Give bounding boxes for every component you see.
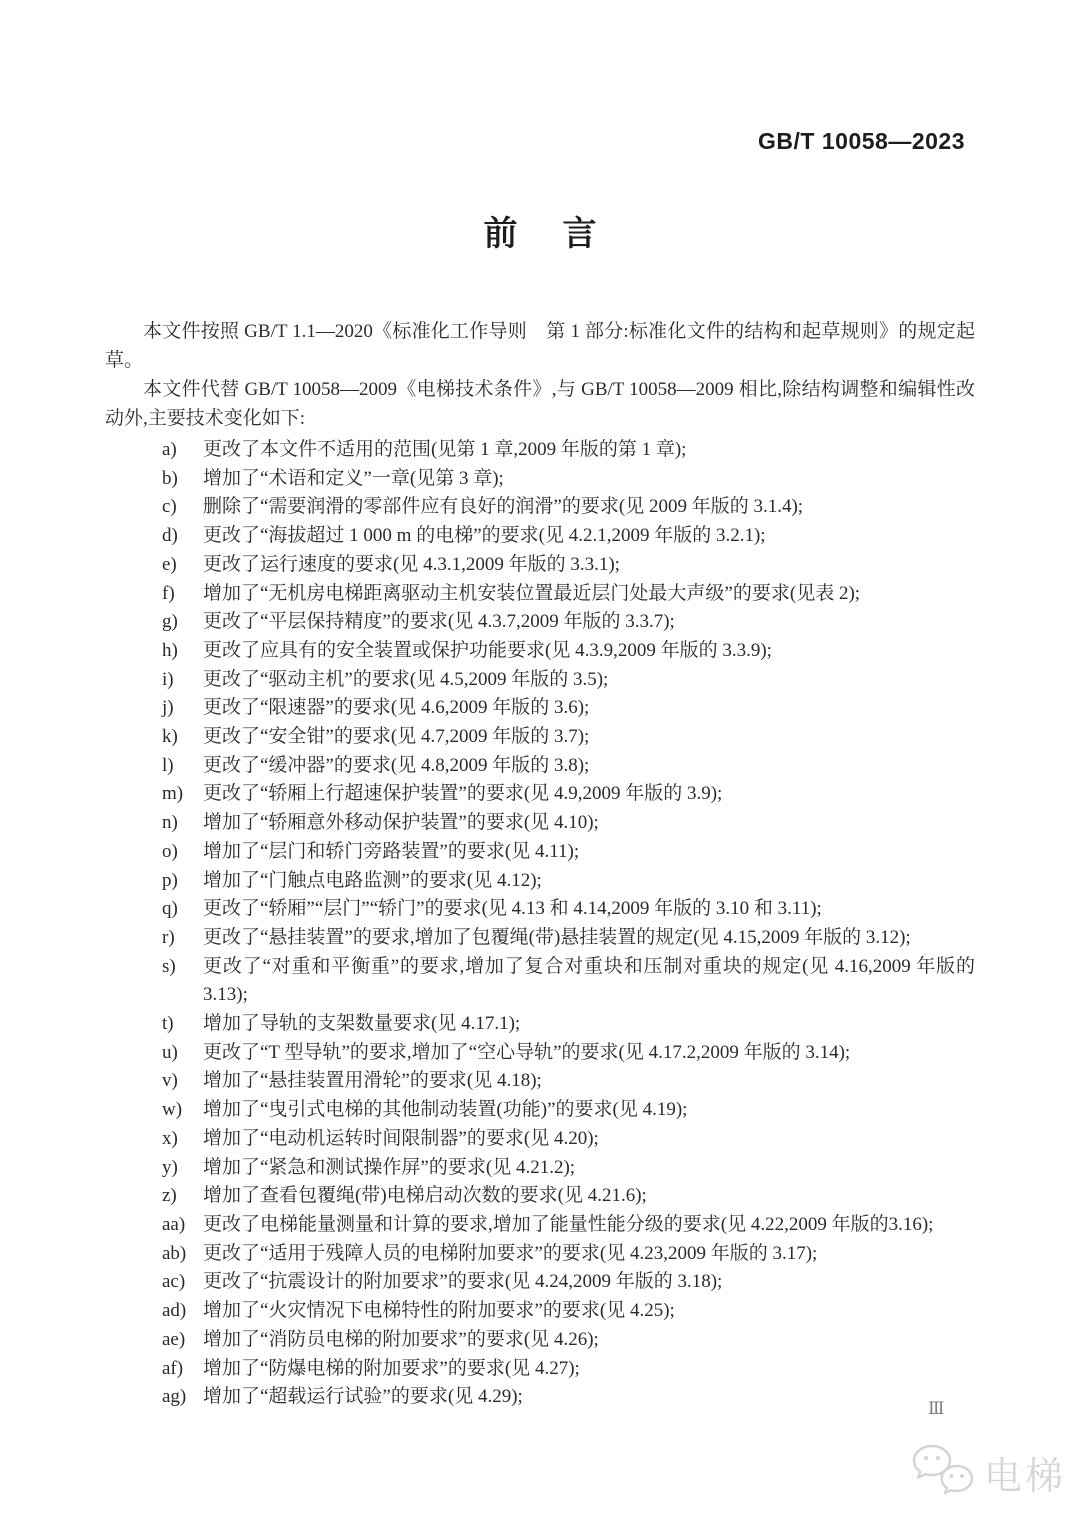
change-item-text: 增加了“消防员电梯的附加要求”的要求(见 4.26); [203,1328,599,1350]
change-item-text: 更改了“海拔超过 1 000 m 的电梯”的要求(见 4.2.1,2009 年版的 3.2.1); [203,525,766,547]
change-item-f [105,580,975,609]
intro-paragraph-1: 本文件按照 GB/T 1.1—2020《标准化工作导则 第 1 部分:标准化文件的结构和起草规则》的规定起草。 [105,321,975,371]
change-item-text: 更改了应具有的安全装置或保护功能要求(见 4.3.9,2009 年版的 3.3.9); [203,639,772,661]
change-item-text: 删除了“需要润滑的零部件应有良好的润滑”的要求(见 2009 年版的 3.1.4); [203,496,804,518]
change-item-label: x) [162,1127,178,1149]
change-item-d [105,522,975,551]
change-item-text: 更改了“限速器”的要求(见 4.6,2009 年版的 3.6); [203,697,590,719]
change-item-aa [105,1211,975,1240]
change-item-q [105,895,975,924]
change-item-text: 更改了“抗震设计的附加要求”的要求(见 4.24,2009 年版的 3.18); [203,1271,723,1293]
change-item-text: 增加了“防爆电梯的附加要求”的要求(见 4.27); [203,1357,580,1379]
change-item-label: h) [162,639,178,661]
change-item-text: 更改了“对重和平衡重”的要求,增加了复合对重块和压制对重块的规定(见 4.16,2009 年版的 3.13); [203,955,975,1006]
change-item-ae [105,1326,975,1355]
change-item-label: ae) [162,1328,186,1350]
change-item-label: aa) [162,1213,186,1235]
change-item-label: ad) [162,1300,187,1322]
change-item-af [105,1355,975,1384]
change-item-text: 增加了“轿厢意外移动保护装置”的要求(见 4.10); [203,812,599,834]
change-item-x [105,1125,975,1154]
change-item-r [105,924,975,953]
change-item-s [105,953,975,1010]
change-item-text: 更改了“平层保持精度”的要求(见 4.3.7,2009 年版的 3.3.7); [203,611,675,633]
change-item-text: 增加了“紧急和测试操作屏”的要求(见 4.21.2); [203,1156,576,1178]
change-item-b [105,465,975,494]
change-item-label: e) [162,553,177,575]
foreword-content [105,317,975,1412]
change-item-label: ab) [162,1242,187,1264]
change-item-text: 增加了查看包覆绳(带)电梯启动次数的要求(见 4.21.6); [203,1185,647,1207]
change-item-p [105,867,975,896]
change-item-j [105,694,975,723]
watermark-label: 电梯 [983,1456,1066,1498]
page-title [0,206,1080,255]
change-item-c [105,493,975,522]
change-item-text: 更改了“缓冲器”的要求(见 4.8,2009 年版的 3.8); [203,754,590,776]
change-item-text: 更改了“适用于残障人员的电梯附加要求”的要求(见 4.23,2009 年版的 3.17); [203,1242,818,1264]
change-item-ab [105,1240,975,1269]
change-item-label: m) [162,783,184,805]
change-item-label: c) [162,496,177,518]
change-item-i [105,666,975,695]
change-item-o [105,838,975,867]
change-item-label: n) [162,812,178,834]
change-item-h [105,637,975,666]
change-item-label: l) [162,754,174,776]
change-item-text: 增加了“超载运行试验”的要求(见 4.29); [203,1386,523,1408]
change-item-label: f) [162,582,175,604]
change-item-text: 更改了“T 型导轨”的要求,增加了“空心导轨”的要求(见 4.17.2,2009 年版的 3.14); [203,1041,851,1063]
change-item-label: o) [162,840,178,862]
change-item-text: 增加了导轨的支架数量要求(见 4.17.1); [203,1013,521,1035]
change-item-label: ag) [162,1386,187,1408]
change-item-text: 增加了“火灾情况下电梯特性的附加要求”的要求(见 4.25); [203,1300,675,1322]
change-item-text: 更改了“轿厢上行超速保护装置”的要求(见 4.9,2009 年版的 3.9); [203,783,723,805]
change-item-label: v) [162,1070,178,1092]
change-item-label: r) [162,926,175,948]
change-item-ac [105,1268,975,1297]
change-item-text: 增加了“术语和定义”一章(见第 3 章); [203,467,504,489]
change-item-label: a) [162,439,177,460]
change-item-v [105,1067,975,1096]
title-char-qian: 前 [483,215,518,253]
change-item-label: u) [162,1041,178,1063]
change-item-w [105,1096,975,1125]
change-item-label: j) [162,697,174,719]
change-item-text: 更改了电梯能量测量和计算的要求,增加了能量性能分级的要求(见 4.22,2009 年版的3.16); [203,1213,934,1235]
change-item-label: z) [162,1185,177,1207]
change-item-text: 增加了“层门和轿门旁路装置”的要求(见 4.11); [203,840,580,862]
change-item-label: s) [162,955,176,977]
change-item-text: 增加了“无机房电梯距离驱动主机安装位置最近层门处最大声级”的要求(见表 2); [203,582,861,604]
change-item-text: 增加了“曳引式电梯的其他制动装置(功能)”的要求(见 4.19); [203,1099,688,1121]
change-item-text: 更改了运行速度的要求(见 4.3.1,2009 年版的 3.3.1); [203,553,620,575]
change-item-label: t) [162,1013,174,1035]
change-item-label: y) [162,1156,178,1178]
change-item-label: p) [162,869,178,891]
page-number: Ⅲ [928,1399,945,1418]
watermark [910,1442,1066,1503]
change-item-y [105,1154,975,1183]
change-item-m [105,780,975,809]
change-item-label: q) [162,898,178,920]
change-item-ad [105,1297,975,1326]
change-item-a [105,436,975,465]
title-char-yan: 言 [562,215,597,253]
change-item-z [105,1182,975,1211]
change-item-label: k) [162,726,178,748]
change-item-label: i) [162,668,174,690]
change-item-ag [105,1383,975,1412]
change-item-text: 增加了“悬挂装置用滑轮”的要求(见 4.18); [203,1070,542,1092]
change-item-text: 增加了“门触点电路监测”的要求(见 4.12); [203,869,542,891]
change-item-label: af) [162,1357,184,1379]
wechat-chat-bubbles-icon [910,1442,976,1503]
change-item-t [105,1010,975,1039]
change-item-text: 增加了“电动机运转时间限制器”的要求(见 4.20); [203,1127,599,1149]
change-item-k [105,723,975,752]
standard-number: GB/T 10058—2023 [758,128,965,154]
change-item-e [105,551,975,580]
change-item-label: g) [162,611,178,633]
change-item-l [105,752,975,781]
changes-list [105,436,975,1412]
change-item-label: w) [162,1099,183,1121]
change-item-text: 更改了本文件不适用的范围(见第 1 章,2009 年版的第 1 章); [203,439,687,460]
change-item-label: d) [162,525,178,547]
intro-paragraph-2: 本文件代替 GB/T 10058—2009《电梯技术条件》,与 GB/T 10058—2009 相比,除结构调整和编辑性改动外,主要技术变化如下: [105,379,975,429]
change-item-text: 更改了“轿厢”“层门”“轿门”的要求(见 4.13 和 4.14,2009 年版的 3.10 和 3.11); [203,898,822,920]
change-item-g [105,608,975,637]
change-item-n [105,809,975,838]
change-item-label: ac) [162,1271,186,1293]
change-item-text: 更改了“安全钳”的要求(见 4.7,2009 年版的 3.7); [203,726,590,748]
change-item-text: 更改了“悬挂装置”的要求,增加了包覆绳(带)悬挂装置的规定(见 4.15,2009 年版的 3.12); [203,926,911,948]
change-item-label: b) [162,467,178,489]
change-item-text: 更改了“驱动主机”的要求(见 4.5,2009 年版的 3.5); [203,668,609,690]
change-item-u [105,1039,975,1068]
